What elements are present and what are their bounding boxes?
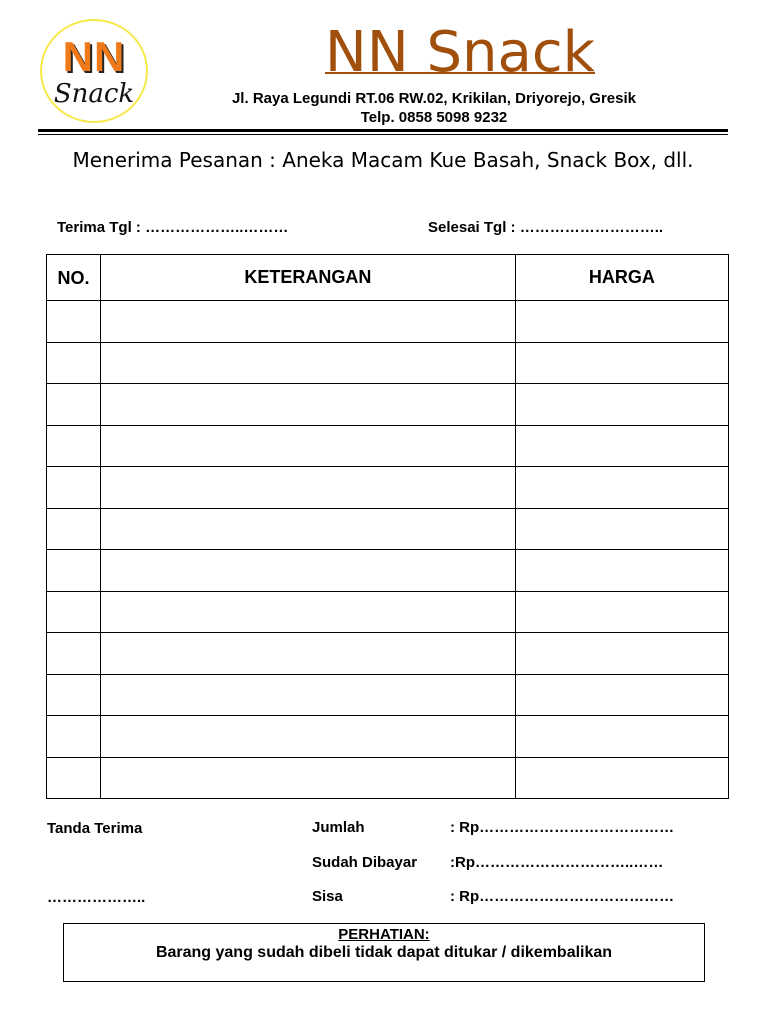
cell-description [101,633,516,675]
table-body [47,301,729,799]
notice-box [63,923,705,982]
cell-no [47,467,101,509]
header-price: HARGA [515,255,728,301]
cell-price [515,508,728,550]
notice-message: Barang yang sudah dibeli tidak dapat ditukar / dikembalikan [155,944,613,961]
cell-description [101,757,516,799]
cell-price [515,342,728,384]
remaining-value: : Rp………………………………… [450,888,675,905]
cell-description [101,384,516,426]
cell-no [47,508,101,550]
table-row [47,591,729,633]
cell-no [47,342,101,384]
cell-description [101,342,516,384]
total-value: : Rp………………………………… [450,819,675,836]
cell-price [515,757,728,799]
cell-description [101,716,516,758]
table-row [47,425,729,467]
cell-description [101,674,516,716]
table-row [47,467,729,509]
address: Jl. Raya Legundi RT.06 RW.02, Krikilan, Driyorejo, Gresik [231,90,637,107]
cell-price [515,716,728,758]
finished-date: Selesai Tgl : ……………………….. [428,219,664,236]
cell-no [47,633,101,675]
cell-no [47,301,101,343]
cell-no [47,550,101,592]
logo [40,19,148,123]
header-no: NO. [47,255,101,301]
table-row [47,342,729,384]
order-table [46,254,729,799]
signature-line: ……………….. [47,889,146,906]
logo-nn-text: NN [62,33,126,80]
contact-block [180,89,688,127]
cell-no [47,757,101,799]
table-row [47,674,729,716]
logo-snack-text: Snack [53,79,135,109]
cell-no [47,384,101,426]
table-row [47,384,729,426]
accept-orders-line: Menerima Pesanan : Aneka Macam Kue Basah, Snack Box, dll. [72,148,694,172]
signature-label: Tanda Terima [47,820,143,837]
remaining-label: Sisa [312,888,343,905]
phone: Telp. 0858 5098 9232 [360,109,508,126]
cell-no [47,716,101,758]
table-row [47,301,729,343]
brand-title: NN Snack [324,20,596,85]
cell-description [101,467,516,509]
header-description: KETERANGAN [101,255,516,301]
cell-description [101,425,516,467]
cell-description [101,550,516,592]
cell-price [515,384,728,426]
table-row [47,757,729,799]
cell-price [515,550,728,592]
received-date: Terima Tgl : ………………..……… [57,219,289,236]
cell-price [515,301,728,343]
cell-no [47,425,101,467]
cell-price [515,591,728,633]
cell-no [47,591,101,633]
table-header-row [47,255,729,301]
cell-description [101,301,516,343]
cell-description [101,508,516,550]
cell-price [515,633,728,675]
table-row [47,550,729,592]
total-label: Jumlah [312,819,365,836]
header-rule-thick [38,129,728,132]
notice-title: PERHATIAN: [338,926,430,943]
cell-price [515,425,728,467]
paid-value: :Rp…………………………..…… [450,854,664,871]
cell-no [47,674,101,716]
table-row [47,716,729,758]
cell-price [515,467,728,509]
cell-description [101,591,516,633]
table-row [47,633,729,675]
table-row [47,508,729,550]
header-rule-thin [38,134,728,135]
cell-price [515,674,728,716]
paid-label: Sudah Dibayar [312,854,418,871]
